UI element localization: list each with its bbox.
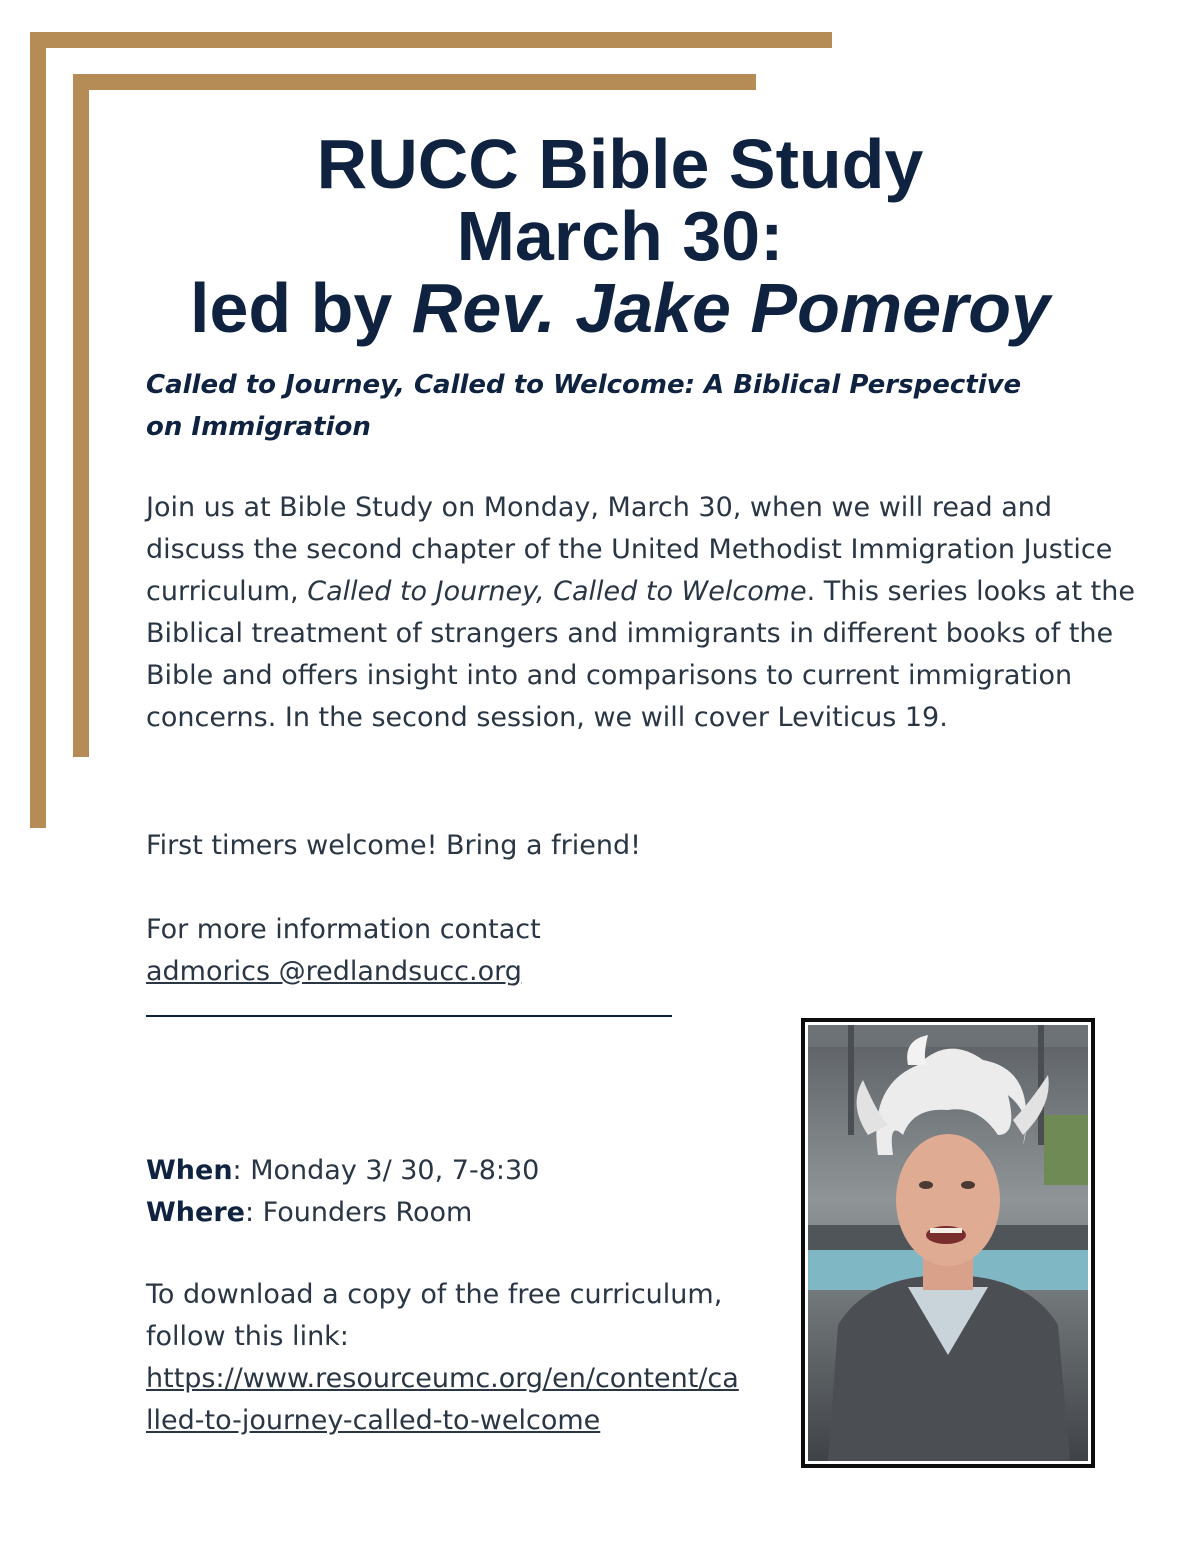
- leader-photo: [801, 1018, 1095, 1468]
- description-part-2: . This series looks at the Biblical treatment of strangers and immigrants in different books of the Bible and offers insight into and comparisons to current immigration concerns. In the second session, we will cover Leviticus 19.: [146, 576, 1135, 733]
- study-subtitle: Called to Journey, Called to Welcome: A Biblical Perspective on Immigration: [146, 370, 1022, 442]
- title-line-1: RUCC Bible Study: [316, 125, 924, 203]
- leader-name: Rev. Jake Pomeroy: [411, 269, 1050, 347]
- title-line-2: March 30:: [456, 197, 784, 275]
- curriculum-download-link[interactable]: https://www.resourceumc.org/en/content/called-to-journey-called-to-welcome: [146, 1363, 739, 1436]
- contact-paragraph: [146, 909, 846, 993]
- gold-bar-inner-top: [73, 74, 756, 90]
- gold-bar-outer-left: [30, 32, 46, 828]
- where-value: : Founders Room: [244, 1197, 473, 1228]
- where-label: Where: [146, 1197, 245, 1228]
- download-paragraph: [146, 1274, 746, 1442]
- title-line-3: [100, 269, 1140, 347]
- when-value: : Monday 3/ 30, 7-8:30: [232, 1155, 540, 1186]
- curriculum-title: Called to Journey, Called to Welcome: [307, 576, 807, 607]
- when-label: When: [146, 1155, 233, 1186]
- gold-bar-inner-left: [73, 74, 89, 757]
- event-details: [146, 1150, 786, 1234]
- contact-email-link[interactable]: admorics @redlandsucc.org: [146, 956, 522, 987]
- contact-label: For more information contact: [146, 914, 541, 945]
- description-part-1: Join us at Bible Study on Monday, March 30, when we will read and discuss the second chapter of the United Methodist Immigration Justice curriculum,: [146, 492, 1113, 607]
- portrait-photo-icon: [808, 1025, 1088, 1461]
- divider-line: [146, 1015, 672, 1017]
- title-led-by: led by: [190, 269, 412, 347]
- welcome-paragraph: First timers welcome! Bring a friend!: [146, 830, 641, 861]
- flyer-title: [100, 125, 1140, 347]
- gold-bar-outer-top: [30, 32, 832, 48]
- description-paragraph: [146, 487, 1136, 739]
- download-text: To download a copy of the free curriculum, follow this link:: [146, 1279, 723, 1352]
